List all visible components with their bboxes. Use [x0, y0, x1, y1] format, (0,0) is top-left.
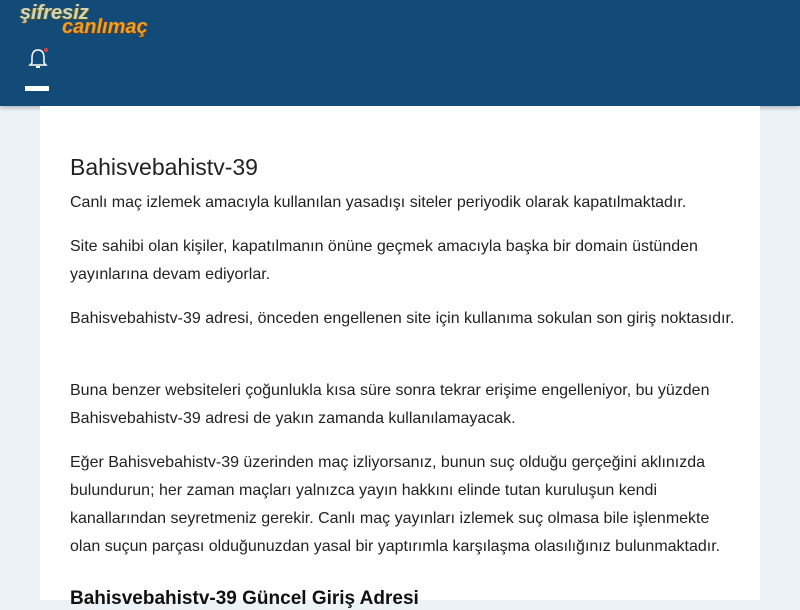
article-title: Bahisvebahistv-39	[70, 154, 258, 180]
article-paragraph: Eğer Bahisvebahistv-39 üzerinden maç izliyorsanız, bunun suç olduğu gerçeğini aklınızda bulundurun; her zaman maçları yalnızca yayın hakkını elinde tutan kuruluşun kendi kanallarından seyretmeniz gerekir. Canlı maç yayınları izlemek suç olmasa bile işlenmekte olan suçun parçası olduğunuzdan yasal bir yaptırımla karşılaşma olasılığınız bulunmaktadır.	[70, 454, 721, 555]
article-paragraph: Bahisvebahistv-39 adresi, önceden engellenen site için kullanıma sokulan son giriş noktasıdır.	[70, 310, 735, 327]
logo-text-2: canlımaç	[62, 16, 148, 38]
article-subtitle: Bahisvebahistv-39 Güncel Giriş Adresi	[70, 588, 419, 609]
notification-dot	[44, 48, 48, 52]
article-paragraph: Canlı maç izlemek amacıyla kullanılan yasadışı siteler periyodik olarak kapatılmaktadır.	[70, 194, 687, 211]
site-header	[0, 0, 800, 106]
site-logo[interactable]	[20, 2, 170, 40]
menu-toggle-button[interactable]	[25, 86, 49, 91]
article-paragraph: Site sahibi olan kişiler, kapatılmanın önüne geçmek amacıyla başka bir domain üstünden yayınlarına devam ediyorlar.	[70, 238, 698, 283]
logo-text-1: şifresiz	[20, 2, 89, 24]
article-paragraph: Buna benzer websiteleri çoğunlukla kısa süre sonra tekrar erişime engelleniyor, bu yüzden Bahisvebahistv-39 adresi de yakın zamanda kullanılamayacak.	[70, 382, 710, 427]
